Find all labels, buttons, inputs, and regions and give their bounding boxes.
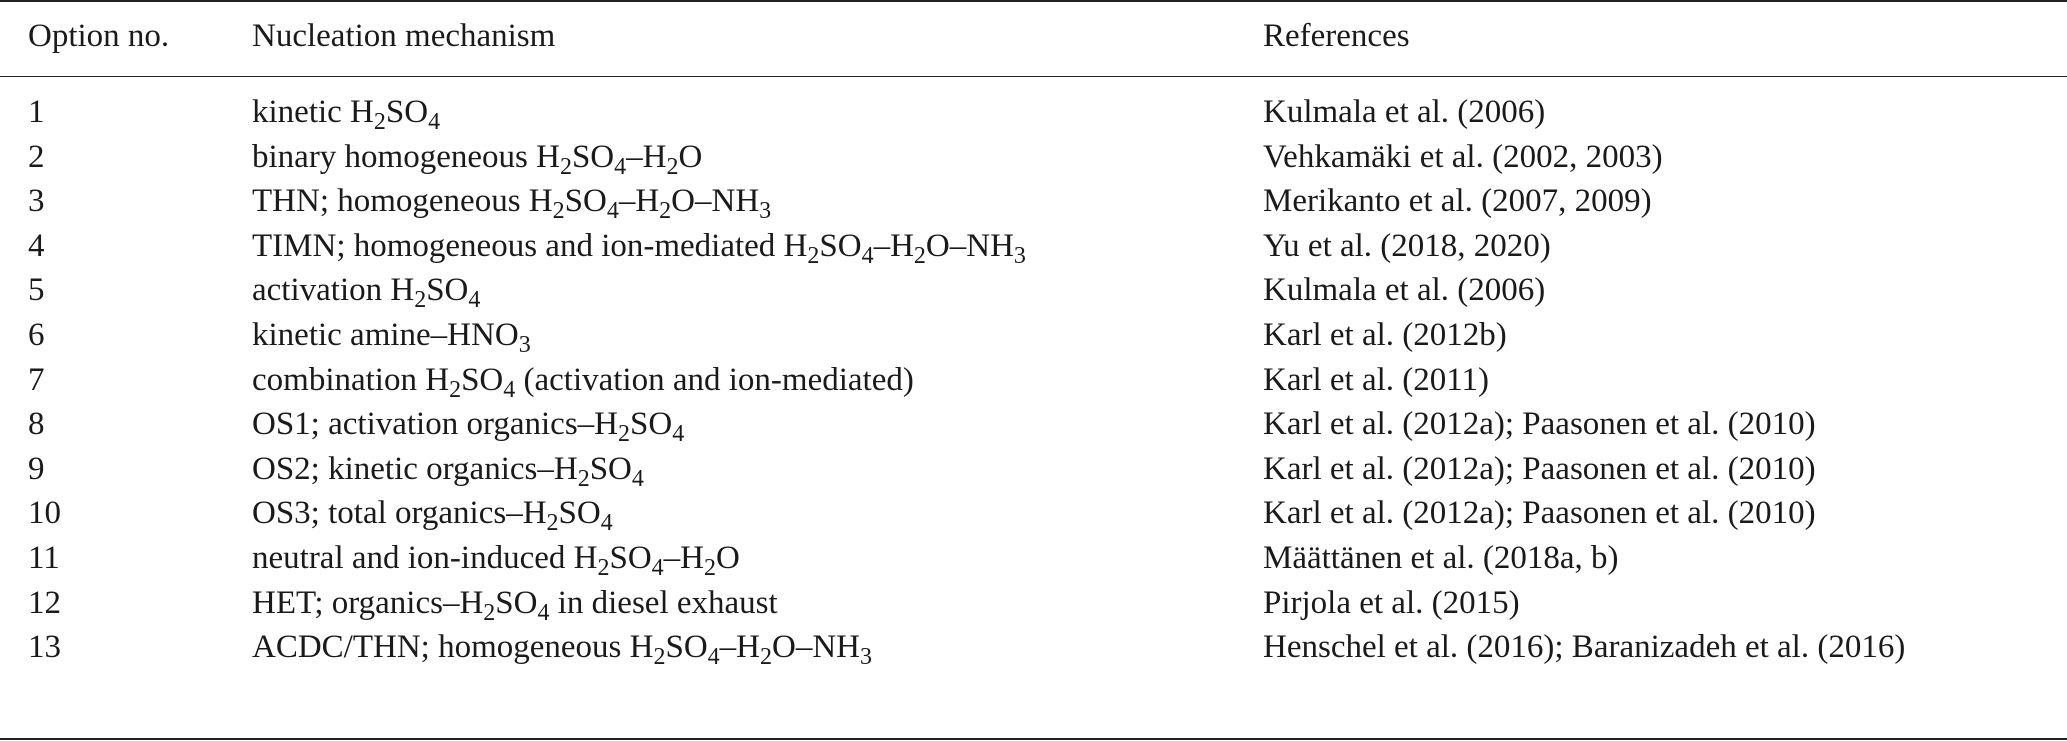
nucleation-mechanism-cell	[252, 135, 702, 179]
nucleation-mechanism-cell	[252, 90, 440, 134]
mechanism-text: combination H	[252, 361, 450, 398]
table-row	[0, 179, 2067, 223]
option-number-cell: 11	[28, 540, 60, 576]
mechanism-subscript: 2	[597, 555, 610, 581]
references-cell: Henschel et al. (2016); Baranizadeh et al. (2016)	[1263, 629, 1906, 666]
references-cell: Karl et al. (2012a); Paasonen et al. (2010)	[1263, 495, 1816, 532]
mechanism-text: in diesel exhaust	[549, 584, 778, 621]
option-number-cell: 10	[28, 495, 61, 532]
mechanism-text: TIMN; homogeneous and ion-mediated H	[252, 227, 808, 264]
mechanism-subscript: 4	[503, 376, 516, 403]
table-header-row	[0, 14, 2067, 58]
references-cell: Yu et al. (2018, 2020)	[1263, 227, 1551, 264]
mechanism-subscript: 2	[577, 465, 590, 492]
mechanism-text: SO	[589, 450, 632, 487]
references-cell: Karl et al. (2012b)	[1263, 317, 1507, 353]
mechanism-subscript: 2	[483, 599, 496, 626]
nucleation-mechanism-cell	[252, 179, 771, 223]
mechanism-subscript: 3	[860, 644, 873, 671]
mechanism-subscript: 2	[913, 242, 926, 269]
table-row	[0, 402, 2067, 446]
mechanism-subscript: 4	[428, 109, 441, 135]
references-cell: Karl et al. (2012a); Paasonen et al. (2010)	[1263, 450, 1816, 487]
mechanism-text: SO	[495, 584, 538, 621]
mechanism-text: SO	[461, 361, 504, 398]
option-number-cell: 13	[28, 629, 61, 666]
mechanism-subscript: 2	[659, 198, 672, 225]
mechanism-text: activation H	[252, 272, 415, 309]
mechanism-text: SO	[630, 406, 673, 443]
mechanism-text: O–NH	[671, 183, 760, 220]
mechanism-subscript: 2	[618, 421, 630, 448]
mechanism-subscript: 3	[1013, 242, 1026, 269]
table-row	[0, 135, 2067, 179]
mechanism-subscript: 2	[704, 555, 716, 581]
references-cell: Määttänen et al. (2018a, b)	[1263, 540, 1619, 576]
mechanism-subscript: 2	[807, 242, 820, 269]
references-cell: Kulmala et al. (2006)	[1263, 94, 1546, 130]
mechanism-text: SO	[558, 495, 601, 532]
option-number-cell: 8	[28, 406, 45, 443]
table-row	[0, 447, 2067, 491]
option-number-cell: 7	[28, 361, 45, 398]
option-number-cell: 2	[28, 138, 45, 175]
references-cell: Merikanto et al. (2007, 2009)	[1263, 183, 1652, 220]
header-references: References	[1263, 18, 1410, 54]
option-number-cell: 1	[28, 94, 45, 130]
table-row	[0, 491, 2067, 535]
mechanism-subscript: 4	[614, 153, 627, 180]
nucleation-mechanism-cell	[252, 313, 531, 357]
nucleation-mechanism-cell	[252, 625, 872, 669]
table-row	[0, 90, 2067, 134]
mechanism-subscript: 4	[672, 421, 685, 448]
mechanism-subscript: 4	[468, 287, 481, 314]
option-number-cell: 6	[28, 317, 45, 353]
mechanism-text: –H	[873, 227, 914, 264]
mechanism-subscript: 2	[449, 376, 462, 403]
mechanism-text: O	[678, 138, 703, 175]
table-row	[0, 313, 2067, 357]
table-row	[0, 358, 2067, 402]
table-top-rule	[0, 0, 2067, 2]
mechanism-subscript: 2	[760, 644, 773, 671]
mechanism-subscript: 4	[631, 465, 644, 492]
mechanism-text: –H	[626, 138, 667, 175]
table-row	[0, 581, 2067, 625]
nucleation-mechanism-cell	[252, 536, 740, 580]
mechanism-text: (activation and ion-mediated)	[515, 361, 914, 398]
mechanism-subscript: 2	[546, 510, 559, 537]
nucleation-mechanism-cell	[252, 224, 1026, 268]
mechanism-text: SO	[819, 227, 862, 264]
table-row	[0, 224, 2067, 268]
mechanism-text: SO	[665, 629, 708, 666]
mechanism-text: kinetic amine–HNO	[252, 317, 519, 353]
references-cell: Vehkamäki et al. (2002, 2003)	[1263, 138, 1663, 175]
mechanism-subscript: 2	[666, 153, 679, 180]
mechanism-text: SO	[426, 272, 469, 309]
nucleation-mechanism-cell	[252, 581, 778, 625]
option-number-cell: 5	[28, 272, 45, 309]
mechanism-text: SO	[385, 94, 429, 130]
option-number-cell: 12	[28, 584, 61, 621]
mechanism-text: O	[716, 540, 740, 576]
mechanism-text: –H	[618, 183, 660, 220]
mechanism-text: HET; organics–H	[252, 584, 484, 621]
mechanism-subscript: 2	[414, 287, 427, 314]
mechanism-text: SO	[609, 540, 652, 576]
mechanism-text: OS3; total organics–H	[252, 495, 547, 532]
references-cell: Kulmala et al. (2006)	[1263, 272, 1546, 309]
mechanism-text: O–NH	[925, 227, 1014, 264]
header-option-no: Option no.	[28, 18, 170, 54]
nucleation-mechanism-cell	[252, 402, 684, 446]
header-nucleation-mechanism: Nucleation mechanism	[252, 18, 556, 54]
mechanism-subscript: 4	[600, 510, 613, 537]
mechanism-text: OS1; activation organics–H	[252, 406, 618, 443]
mechanism-text: binary homogeneous H	[252, 138, 560, 175]
mechanism-subscript: 4	[651, 555, 664, 581]
table-row	[0, 536, 2067, 580]
table-row	[0, 625, 2067, 669]
table-row	[0, 268, 2067, 312]
mechanism-subscript: 3	[518, 332, 531, 358]
mechanism-text: neutral and ion-induced H	[252, 540, 598, 576]
mechanism-subscript: 2	[559, 153, 572, 180]
mechanism-text: ACDC/THN; homogeneous H	[252, 629, 654, 666]
mechanism-subscript: 2	[552, 198, 565, 225]
option-number-cell: 9	[28, 450, 45, 487]
nucleation-mechanism-cell	[252, 491, 613, 535]
mechanism-subscript: 4	[707, 644, 720, 671]
table-header-rule	[0, 76, 2067, 77]
nucleation-mechanism-cell	[252, 447, 644, 491]
references-cell: Pirjola et al. (2015)	[1263, 584, 1520, 621]
mechanism-subscript: 4	[606, 198, 619, 225]
references-cell: Karl et al. (2012a); Paasonen et al. (2010)	[1263, 406, 1816, 443]
mechanism-text: SO	[571, 138, 615, 175]
mechanism-text: THN; homogeneous H	[252, 183, 553, 220]
mechanism-subscript: 2	[653, 644, 666, 671]
mechanism-subscript: 4	[537, 599, 550, 626]
mechanism-text: –H	[663, 540, 704, 576]
mechanism-text: –H	[719, 629, 761, 666]
mechanism-text: SO	[564, 183, 607, 220]
nucleation-mechanism-cell	[252, 268, 480, 312]
references-cell: Karl et al. (2011)	[1263, 361, 1490, 398]
nucleation-mechanism-cell	[252, 358, 914, 402]
table-bottom-rule	[0, 738, 2067, 740]
mechanism-text: kinetic H	[252, 94, 374, 130]
option-number-cell: 4	[28, 227, 45, 264]
mechanism-text: O–NH	[772, 629, 861, 666]
mechanism-subscript: 3	[759, 198, 772, 225]
mechanism-subscript: 4	[861, 242, 874, 269]
mechanism-text: OS2; kinetic organics–H	[252, 450, 578, 487]
mechanism-subscript: 2	[373, 109, 386, 135]
option-number-cell: 3	[28, 183, 45, 220]
